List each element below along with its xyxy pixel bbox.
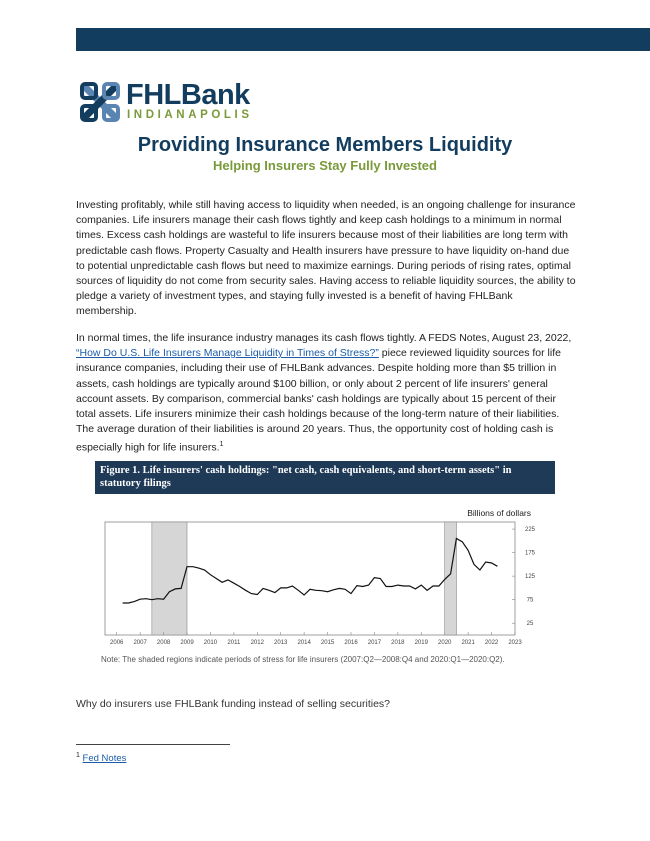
x-tick-label: 2008 (156, 640, 171, 646)
logo-subtext: INDIANAPOLIS (127, 109, 253, 121)
logo-brand-text: FHLBank (126, 79, 250, 111)
figure-header (95, 461, 555, 494)
x-tick-label: 2006 (110, 640, 124, 646)
footnote-divider (76, 744, 230, 745)
cash-holdings-chart (95, 500, 555, 650)
page-subtitle: Helping Insurers Stay Fully Invested (213, 158, 437, 173)
feds-notes-link[interactable]: “How Do U.S. Life Insurers Manage Liquidity in Times of Stress?” (76, 347, 379, 360)
paragraph-text-start: In normal times, the life insurance industry manages its cash flows tightly. A FEDS Notes, August 23, 2022, (76, 332, 572, 344)
stress-period-shade-1 (152, 522, 187, 635)
logo-mark-icon (78, 80, 122, 124)
x-tick-label: 2021 (461, 640, 475, 646)
y-tick-label: 25 (526, 621, 534, 628)
paragraph-text-end: piece reviewed liquidity sources for life insurance companies, including their use of FHLBank advances. Despite holding more than $5 trillion in assets, cash holdings are typically around $100 billion, or only about 2 percent of life insurers' general account assets. By comparison, commercial banks' cash holdings are typically about 15 percent of their total assets. Life insurers minimize their cash holdings because of the long-term nature of their liabilities. The average duration of their liabilities is around 20 years. Thus, the opportunity cost of holding cash is especially high for life insurers. (76, 347, 561, 454)
figure-note: Note: The shaded regions indicate periods of stress for life insurers (2007:Q2—2008:Q4 and 2020:Q1—2020:Q2). (101, 655, 505, 664)
paragraph-feds-notes (76, 331, 576, 456)
y-tick-label: 225 (524, 527, 536, 534)
figure-title: Figure 1. Life insurers' cash holdings: "net cash, cash equivalents, and short-term assets" in statutory filings (100, 465, 512, 489)
x-tick-label: 2016 (344, 640, 358, 646)
y-tick-label: 125 (524, 574, 536, 581)
x-tick-label: 2014 (297, 640, 311, 646)
x-tick-label: 2007 (133, 640, 147, 646)
x-tick-label: 2015 (320, 640, 335, 646)
x-tick-label: 2011 (227, 640, 241, 646)
y-tick-label: 75 (526, 597, 534, 604)
footnote (76, 752, 126, 764)
footnote-link[interactable]: Fed Notes (82, 753, 127, 765)
x-tick-label: 2017 (367, 640, 382, 646)
y-axis-label: Billions of dollars (467, 508, 531, 518)
x-tick-label: 2022 (484, 640, 499, 646)
x-tick-label: 2019 (414, 640, 428, 646)
y-tick-label: 175 (524, 550, 536, 557)
footnote-ref[interactable]: 1 (219, 441, 224, 449)
x-tick-label: 2018 (391, 640, 405, 646)
section-question: Why do insurers use FHLBank funding instead of selling securities? (76, 698, 390, 710)
page-title: Providing Insurance Members Liquidity (137, 134, 513, 156)
fhlbank-logo (78, 78, 268, 126)
x-tick-label: 2010 (203, 640, 218, 646)
x-tick-label: 2009 (180, 640, 194, 646)
paragraph-intro: Investing profitably, while still having access to liquidity when needed, is an ongoing challenge for insurance companies. Life insurers manage their cash flows tightly and keep cash holdings to a minimum in normal times. Excess cash holdings are wasteful to life insurers because most of their liabilities are long term with predictable cash flows. Property Casualty and Health insurers have pressure to have liquidity on-hand due to potential unpredictable cash flows but need to maximize earnings. During periods of rising rates, optimal sources of liquidity do not come from security sales. Having access to reliable liquidity sources, the ability to pledge a variety of investment types, and staying fully invested is a benefit of having FHLBank membership. (76, 199, 576, 318)
x-tick-label: 2020 (438, 640, 452, 646)
x-tick-label: 2023 (508, 640, 522, 646)
x-tick-label: 2013 (274, 640, 288, 646)
x-tick-label: 2012 (250, 640, 264, 646)
header-bar (76, 28, 650, 51)
footnote-number: 1 (76, 752, 80, 759)
